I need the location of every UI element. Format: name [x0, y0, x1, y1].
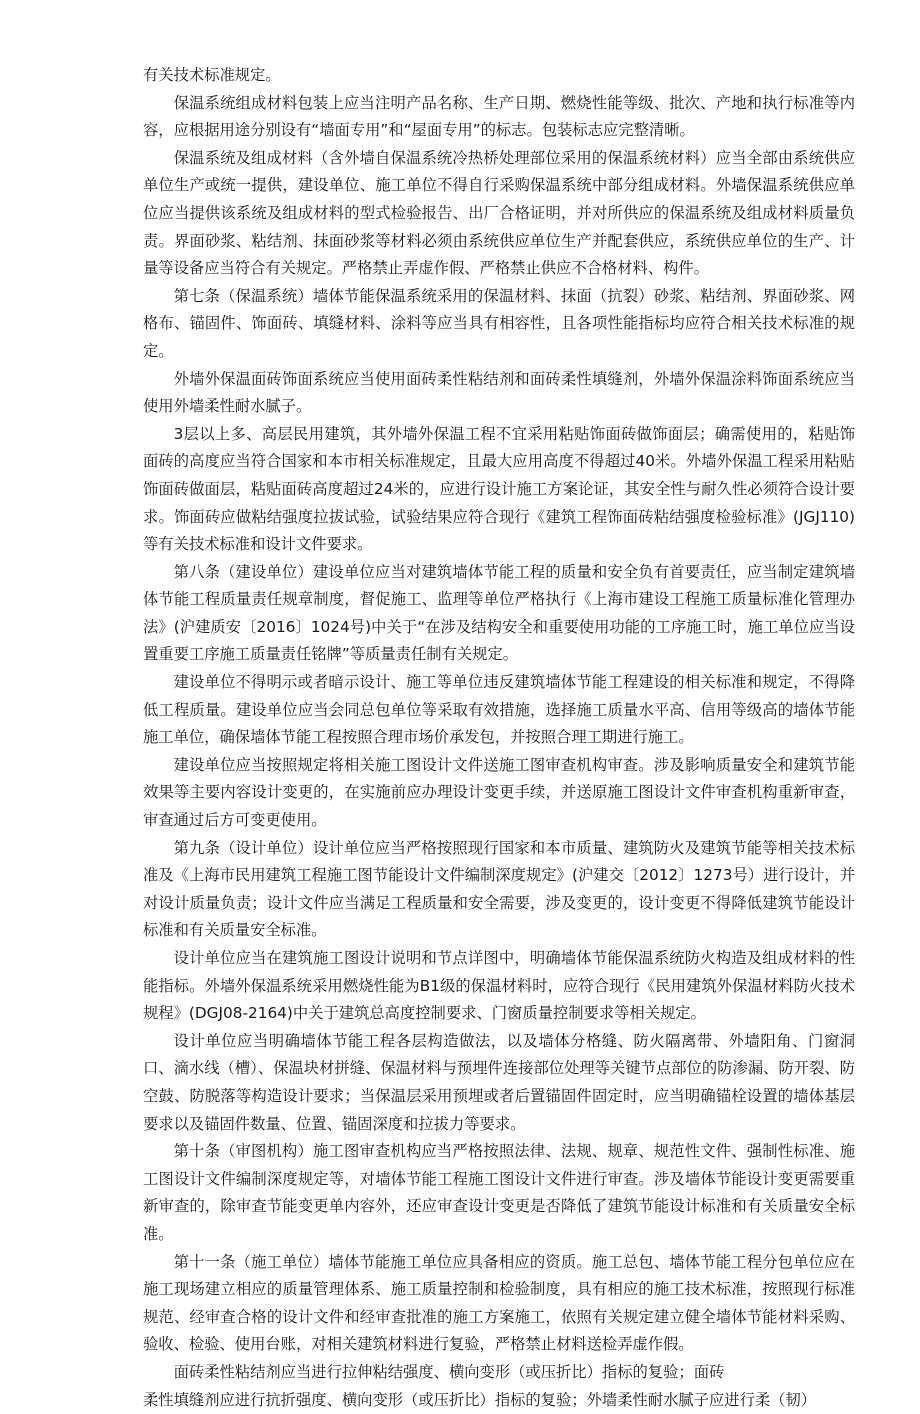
paragraph-system-supply: 保温系统及组成材料（含外墙自保温系统冷热桥处理部位采用的保温系统材料）应当全部由系统供应单位生产或统一提供，建设单位、施工单位不得自行采购保温系统中部分组成材料。外墙保温系统供应单位应当提供该系统及组成材料的型式检验报告、出厂合格证明，并对所供应的保温系统及组成材料质量负责。界面砂浆、粘结剂、抹面砂浆等材料必须由系统供应单位生产并配套供应，系统供应单位的生产、计量等设备应当符合有关规定。严格禁止弄虚作假、严格禁止供应不合格材料、构件。 [143, 145, 855, 283]
document-page [143, 62, 855, 1414]
paragraph-article-10: 第十条（审图机构）施工图审查机构应当严格按照法律、法规、规章、规范性文件、强制性标准、施工图设计文件编制深度规定等，对墙体节能工程施工图设计文件进行审查。涉及墙体节能设计变更需要重新审查的，除审查节能变更单内容外，还应审查设计变更是否降低了建筑节能设计标准和有关质量安全标准。 [143, 1138, 855, 1248]
paragraph-design-details: 设计单位应当明确墙体节能工程各层构造做法，以及墙体分格缝、防火隔离带、外墙阳角、门窗洞口、滴水线（槽）、保温块材拼缝、保温材料与预埋件连接部位处理等关键节点部位的防渗漏、防开裂、防空鼓、防脱落等构造设计要求；当保温层采用预埋或者后置锚固件固定时，应当明确锚栓设置的墙体基层要求以及锚固件数量、位置、锚固深度和拉拔力等要求。 [143, 1028, 855, 1138]
paragraph-article-9: 第九条（设计单位）设计单位应当严格按照现行国家和本市质量、建筑防火及建筑节能等相关技术标准及《上海市民用建筑工程施工图节能设计文件编制深度规定》(沪建交〔2012〕1273号）进行设计，并对设计质量负责；设计文件应当满足工程质量和安全需要，涉及变更的，设计变更不得降低建筑节能设计标准和有关质量安全标准。 [143, 835, 855, 945]
paragraph-design-fire: 设计单位应当在建筑施工图设计说明和节点详图中，明确墙体节能保温系统防火构造及组成材料的性能指标。外墙外保温系统采用燃烧性能为B1级的保温材料时，应符合现行《民用建筑外保温材料防火技术规程》(DGJ08-2164)中关于建筑总高度控制要求、门窗质量控制要求等相关规定。 [143, 945, 855, 1028]
paragraph-article-8: 第八条（建设单位）建设单位应当对建筑墙体节能工程的质量和安全负有首要责任，应当制定建筑墙体节能工程质量责任规章制度，督促施工、监理等单位严格执行《上海市建设工程施工质量标准化管理办法》(沪建质安〔2016〕1024号)中关于“在涉及结构安全和重要使用功能的工序施工时，施工单位应当设置重要工序施工质量责任铭牌”等质量责任制有关规定。 [143, 559, 855, 669]
paragraph-tile-adhesive: 面砖柔性粘结剂应当进行拉伸粘结强度、横向变形（或压折比）指标的复验；面砖 [143, 1359, 855, 1387]
paragraph-owner-review: 建设单位应当按照规定将相关施工图设计文件送施工图审查机构审查。涉及影响质量安全和建筑节能效果等主要内容设计变更的，在实施前应办理设计变更手续，并送原施工图设计文件审查机构重新审查，审查通过后方可变更使用。 [143, 752, 855, 835]
paragraph-tile-height: 3层以上多、高层民用建筑，其外墙外保温工程不宜采用粘贴饰面砖做饰面层；确需使用的，粘贴饰面砖的高度应当符合国家和本市相关标准规定，且最大应用高度不得超过40米。外墙外保温工程采用粘贴饰面砖做面层，粘贴面砖高度超过24米的，应进行设计施工方案论证，其安全性与耐久性必须符合设计要求。饰面砖应做粘结强度拉拔试验，试验结果应符合现行《建筑工程饰面砖粘结强度检验标准》(JGJ110)等有关技术标准和设计文件要求。 [143, 421, 855, 559]
paragraph-article-7: 第七条（保温系统）墙体节能保温系统采用的保温材料、抹面（抗裂）砂浆、粘结剂、界面砂浆、网格布、锚固件、饰面砖、填缝材料、涂料等应当具有相容性，且各项性能指标均应符合相关技术标准的规定。 [143, 283, 855, 366]
paragraph-grout-putty: 柔性填缝剂应进行抗折强度、横向变形（或压折比）指标的复验；外墙柔性耐水腻子应进行柔（韧） [143, 1387, 855, 1414]
paragraph-owner-obligations: 建设单位不得明示或者暗示设计、施工等单位违反建筑墙体节能工程建设的相关标准和规定，不得降低工程质量。建设单位应当会同总包单位等采取有效措施，选择施工质量水平高、信用等级高的墙体节能施工单位，确保墙体节能工程按照合理市场价承发包，并按照合理工期进行施工。 [143, 669, 855, 752]
paragraph-packaging: 保温系统组成材料包装上应当注明产品名称、生产日期、燃烧性能等级、批次、产地和执行标准等内容，应根据用途分别设有“墙面专用”和“屋面专用”的标志。包装标志应完整清晰。 [143, 90, 855, 145]
paragraph-article-11: 第十一条（施工单位）墙体节能施工单位应具备相应的资质。施工总包、墙体节能工程分包单位应在施工现场建立相应的质量管理体系、施工质量控制和检验制度，具有相应的施工技术标准，按照现行标准规范、经审查合格的设计文件和经审查批准的施工方案施工，依照有关规定建立健全墙体节能材料采购、验收、检验、使用台账，对相关建筑材料进行复验，严格禁止材料送检弄虚作假。 [143, 1249, 855, 1359]
paragraph-continuation: 有关技术标准规定。 [143, 62, 855, 90]
paragraph-tile-system: 外墙外保温面砖饰面系统应当使用面砖柔性粘结剂和面砖柔性填缝剂，外墙外保温涂料饰面系统应当使用外墙柔性耐水腻子。 [143, 366, 855, 421]
